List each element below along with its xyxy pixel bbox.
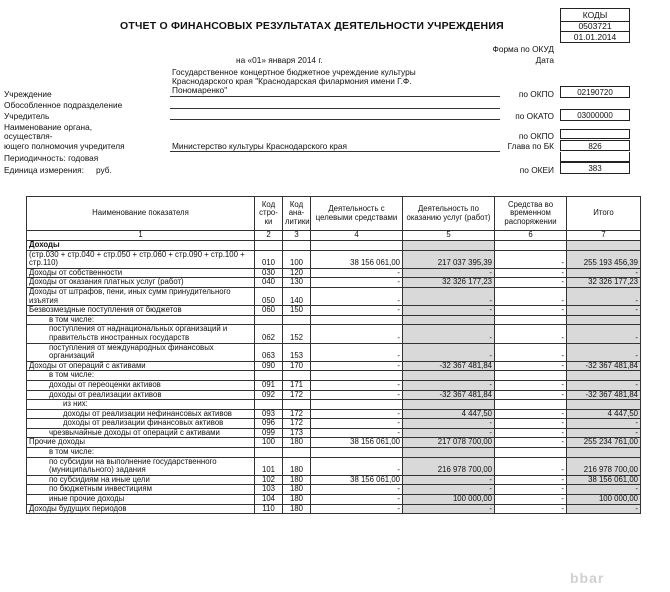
row-name: доходы от реализации активов: [27, 390, 255, 400]
row-name: в том числе:: [27, 315, 255, 325]
row-value-col5: [403, 315, 495, 325]
row-value-col6: -: [495, 457, 567, 475]
row-analytics-code: 180: [283, 457, 311, 475]
row-value-col5: -: [403, 419, 495, 429]
row-value-col4: [311, 400, 403, 410]
row-name: Прочие доходы: [27, 438, 255, 448]
row-name: по субсидиям на иные цели: [27, 475, 255, 485]
table-row: [27, 343, 641, 361]
founder-label: Учредитель: [4, 111, 50, 121]
table-row: [27, 361, 641, 371]
row-value-col6: [495, 315, 567, 325]
row-value-col7: -: [567, 268, 641, 278]
table-row: [27, 380, 641, 390]
table-row: [27, 438, 641, 448]
row-name: в том числе:: [27, 371, 255, 381]
col-header-analytics: Код ана-литики: [283, 197, 311, 231]
authority-label-line1: Наименование органа,: [4, 122, 93, 132]
row-value-col4: -: [311, 343, 403, 361]
row-value-col7: -: [567, 325, 641, 343]
row-value-col5: 217 078 700,00: [403, 438, 495, 448]
row-analytics-code: [283, 448, 311, 458]
row-line-code: 030: [255, 268, 283, 278]
row-value-col4: 38 156 061,00: [311, 438, 403, 448]
okpo2-code: [560, 129, 630, 139]
row-line-code: 040: [255, 278, 283, 288]
table-row: [27, 325, 641, 343]
row-value-col5: 216 978 700,00: [403, 457, 495, 475]
table-row: [27, 428, 641, 438]
row-value-col4: -: [311, 287, 403, 305]
row-value-col6: -: [495, 438, 567, 448]
row-line-code: 102: [255, 475, 283, 485]
table-row: [27, 457, 641, 475]
row-analytics-code: 172: [283, 409, 311, 419]
row-line-code: [255, 371, 283, 381]
row-name: поступления от международных финансовых организаций: [27, 343, 255, 361]
financial-results-table: [26, 196, 641, 514]
row-value-col5: -: [403, 475, 495, 485]
row-value-col4: -: [311, 325, 403, 343]
row-value-col6: -: [495, 504, 567, 514]
row-value-col5: -: [403, 343, 495, 361]
row-value-col6: -: [495, 268, 567, 278]
row-line-code: 010: [255, 250, 283, 268]
row-name: (стр.030 + стр.040 + стр.050 + стр.060 + стр.090 + стр.100 + стр.110): [27, 250, 255, 268]
watermark: bbar: [570, 570, 605, 586]
row-value-col6: -: [495, 278, 567, 288]
row-value-col6: -: [495, 343, 567, 361]
row-value-col7: 255 234 761,00: [567, 438, 641, 448]
row-line-code: [255, 241, 283, 251]
table-row: [27, 241, 641, 251]
row-value-col5: -: [403, 287, 495, 305]
row-analytics-code: [283, 400, 311, 410]
row-value-col6: -: [495, 475, 567, 485]
row-value-col5: -32 367 481,84: [403, 361, 495, 371]
row-value-col4: -: [311, 495, 403, 505]
row-analytics-code: 180: [283, 438, 311, 448]
table-row: [27, 400, 641, 410]
row-value-col6: -: [495, 485, 567, 495]
row-value-col6: -: [495, 325, 567, 343]
date-code: 01.01.2014: [560, 32, 630, 43]
row-name: доходы от реализации нефинансовых активов: [27, 409, 255, 419]
okpo2-label: по ОКПО: [518, 131, 554, 141]
row-value-col7: [567, 315, 641, 325]
row-line-code: 060: [255, 306, 283, 316]
glava-label: Глава по БК: [507, 141, 554, 151]
okato-label: по ОКАТО: [515, 111, 554, 121]
institution-name-line3: Пономаренко": [172, 85, 228, 95]
row-name: чрезвычайные доходы от операций с активами: [27, 428, 255, 438]
table-row: [27, 495, 641, 505]
row-value-col5: [403, 371, 495, 381]
table-row: [27, 409, 641, 419]
col-header-temporary: Средства во временном распоряжении: [495, 197, 567, 231]
row-value-col4: 38 156 061,00: [311, 250, 403, 268]
row-analytics-code: 180: [283, 504, 311, 514]
row-value-col5: -: [403, 380, 495, 390]
row-analytics-code: 173: [283, 428, 311, 438]
row-analytics-code: 172: [283, 419, 311, 429]
subdivision-underline: [170, 108, 500, 109]
col-header-name: Наименование показателя: [27, 197, 255, 231]
row-value-col4: [311, 448, 403, 458]
table-row: [27, 306, 641, 316]
okei-label: по ОКЕИ: [519, 165, 554, 175]
authority-label-line3: ющего полномочия учредителя: [4, 141, 125, 151]
row-value-col7: [567, 371, 641, 381]
row-value-col6: [495, 400, 567, 410]
col-number: 6: [495, 231, 567, 241]
row-name: Доходы от штрафов, пени, иных сумм принудительного изъятия: [27, 287, 255, 305]
col-header-total: Итого: [567, 197, 641, 231]
row-value-col7: 216 978 700,00: [567, 457, 641, 475]
unit-label: Единица измерения:: [4, 165, 84, 175]
col-number: 5: [403, 231, 495, 241]
okud-label: Форма по ОКУД: [492, 44, 554, 54]
glava-code: 826: [560, 140, 630, 151]
row-line-code: 100: [255, 438, 283, 448]
authority-label-line2: осуществля-: [4, 131, 53, 141]
col-number: 4: [311, 231, 403, 241]
row-value-col6: -: [495, 495, 567, 505]
row-line-code: 101: [255, 457, 283, 475]
row-analytics-code: 180: [283, 495, 311, 505]
row-analytics-code: 172: [283, 390, 311, 400]
row-line-code: 104: [255, 495, 283, 505]
row-value-col5: -32 367 481,84: [403, 390, 495, 400]
date-label: Дата: [535, 55, 554, 65]
row-value-col5: -: [403, 306, 495, 316]
row-value-col7: 38 156 061,00: [567, 475, 641, 485]
row-line-code: 091: [255, 380, 283, 390]
row-value-col5: 217 037 395,39: [403, 250, 495, 268]
table-row: [27, 268, 641, 278]
table-row: [27, 278, 641, 288]
row-line-code: 092: [255, 390, 283, 400]
codes-header: КОДЫ: [560, 8, 630, 22]
col-number: 3: [283, 231, 311, 241]
row-line-code: 062: [255, 325, 283, 343]
subdivision-label: Обособленное подразделение: [4, 100, 123, 110]
row-value-col6: [495, 241, 567, 251]
row-name: Доходы будущих периодов: [27, 504, 255, 514]
row-name: доходы от переоценки активов: [27, 380, 255, 390]
row-value-col5: [403, 448, 495, 458]
row-name: по бюджетным инвестициям: [27, 485, 255, 495]
row-value-col6: [495, 371, 567, 381]
okpo-label: по ОКПО: [518, 89, 554, 99]
table-row: [27, 287, 641, 305]
institution-label: Учреждение: [4, 89, 52, 99]
row-value-col5: 32 326 177,23: [403, 278, 495, 288]
row-line-code: [255, 448, 283, 458]
table-column-number-row: [27, 231, 641, 241]
row-analytics-code: 152: [283, 325, 311, 343]
row-analytics-code: 153: [283, 343, 311, 361]
table-row: [27, 419, 641, 429]
row-value-col6: -: [495, 428, 567, 438]
periodicity-code: [560, 152, 630, 162]
row-value-col6: -: [495, 361, 567, 371]
row-analytics-code: 171: [283, 380, 311, 390]
row-value-col7: [567, 241, 641, 251]
row-name: Доходы от оказания платных услуг (работ): [27, 278, 255, 288]
okato-code: 03000000: [560, 109, 630, 121]
row-value-col5: -: [403, 268, 495, 278]
row-analytics-code: 150: [283, 306, 311, 316]
row-value-col4: -: [311, 485, 403, 495]
row-name: в том числе:: [27, 448, 255, 458]
row-value-col6: -: [495, 390, 567, 400]
row-line-code: 093: [255, 409, 283, 419]
row-value-col6: -: [495, 380, 567, 390]
institution-name-line1: Государственное концертное бюджетное учреждение культуры: [172, 67, 416, 77]
col-header-services: Деятельность по оказанию услуг (работ): [403, 197, 495, 231]
row-value-col4: -: [311, 419, 403, 429]
row-name: Доходы от операций с активами: [27, 361, 255, 371]
row-value-col5: -: [403, 325, 495, 343]
row-value-col4: -: [311, 409, 403, 419]
table-header-row: [27, 197, 641, 231]
col-header-code: Код стро-ки: [255, 197, 283, 231]
unit-value: руб.: [96, 165, 112, 175]
row-value-col4: -: [311, 390, 403, 400]
row-value-col7: -: [567, 485, 641, 495]
row-value-col5: -: [403, 428, 495, 438]
row-name: поступления от наднациональных организаций и правительств иностранных государств: [27, 325, 255, 343]
authority-value: Министерство культуры Краснодарского края: [172, 141, 347, 151]
row-value-col7: -: [567, 306, 641, 316]
table-row: [27, 250, 641, 268]
row-value-col5: [403, 400, 495, 410]
row-value-col4: -: [311, 278, 403, 288]
row-value-col7: -32 367 481,84: [567, 390, 641, 400]
table-row: [27, 390, 641, 400]
report-title: ОТЧЕТ О ФИНАНСОВЫХ РЕЗУЛЬТАТАХ ДЕЯТЕЛЬНОСТИ УЧРЕЖДЕНИЯ: [120, 20, 504, 32]
col-number: 2: [255, 231, 283, 241]
row-value-col6: -: [495, 287, 567, 305]
row-value-col7: -: [567, 428, 641, 438]
row-analytics-code: 180: [283, 485, 311, 495]
row-value-col5: 4 447,50: [403, 409, 495, 419]
row-value-col7: 100 000,00: [567, 495, 641, 505]
row-analytics-code: 180: [283, 475, 311, 485]
row-value-col6: -: [495, 306, 567, 316]
row-name: Доходы от собственности: [27, 268, 255, 278]
okpo-code: 02190720: [560, 86, 630, 98]
row-value-col4: 38 156 061,00: [311, 475, 403, 485]
row-value-col5: -: [403, 504, 495, 514]
row-line-code: 099: [255, 428, 283, 438]
row-value-col7: -: [567, 343, 641, 361]
row-value-col4: -: [311, 268, 403, 278]
row-value-col6: -: [495, 409, 567, 419]
okei-code: 383: [560, 162, 630, 174]
row-analytics-code: [283, 315, 311, 325]
col-number: 7: [567, 231, 641, 241]
row-value-col7: -32 367 481,84: [567, 361, 641, 371]
row-analytics-code: 140: [283, 287, 311, 305]
row-value-col7: 255 193 456,39: [567, 250, 641, 268]
row-value-col4: -: [311, 361, 403, 371]
row-value-col5: [403, 241, 495, 251]
row-value-col7: -: [567, 287, 641, 305]
row-line-code: 090: [255, 361, 283, 371]
row-value-col7: -: [567, 419, 641, 429]
col-number: 1: [27, 231, 255, 241]
row-value-col7: [567, 400, 641, 410]
row-value-col6: -: [495, 419, 567, 429]
row-line-code: 110: [255, 504, 283, 514]
row-value-col7: -: [567, 504, 641, 514]
row-name: Безвозмездные поступления от бюджетов: [27, 306, 255, 316]
row-value-col7: -: [567, 380, 641, 390]
table-row: [27, 475, 641, 485]
row-line-code: [255, 400, 283, 410]
table-row: [27, 315, 641, 325]
row-name: иные прочие доходы: [27, 495, 255, 505]
institution-name-line2: Краснодарского края "Краснодарская филармония имени Г.Ф.: [172, 76, 412, 86]
row-line-code: 096: [255, 419, 283, 429]
table-row: [27, 485, 641, 495]
row-analytics-code: 170: [283, 361, 311, 371]
row-analytics-code: [283, 371, 311, 381]
row-value-col4: [311, 241, 403, 251]
authority-underline: [170, 151, 500, 152]
row-name: по субсидии на выполнение государственного (муниципального) задания: [27, 457, 255, 475]
row-value-col6: -: [495, 250, 567, 268]
row-value-col4: -: [311, 428, 403, 438]
row-line-code: 103: [255, 485, 283, 495]
table-body: [27, 241, 641, 514]
col-header-target: Деятельность с целевыми средствами: [311, 197, 403, 231]
row-value-col7: [567, 448, 641, 458]
row-name: доходы от реализации финансовых активов: [27, 419, 255, 429]
row-name: из них:: [27, 400, 255, 410]
row-line-code: 050: [255, 287, 283, 305]
row-value-col4: -: [311, 306, 403, 316]
row-analytics-code: 120: [283, 268, 311, 278]
row-value-col7: 32 326 177,23: [567, 278, 641, 288]
row-value-col7: 4 447,50: [567, 409, 641, 419]
row-analytics-code: 100: [283, 250, 311, 268]
periodicity-label: Периодичность: годовая: [4, 153, 99, 163]
row-value-col5: -: [403, 485, 495, 495]
row-analytics-code: [283, 241, 311, 251]
row-value-col4: [311, 371, 403, 381]
table-row: [27, 504, 641, 514]
row-value-col4: -: [311, 380, 403, 390]
table-row: [27, 371, 641, 381]
okud-code: 0503721: [560, 21, 630, 32]
report-date-line: на «01» января 2014 г.: [236, 55, 323, 65]
row-line-code: [255, 315, 283, 325]
row-line-code: 063: [255, 343, 283, 361]
row-value-col4: -: [311, 504, 403, 514]
row-name: Доходы: [27, 241, 255, 251]
row-value-col5: 100 000,00: [403, 495, 495, 505]
table-row: [27, 448, 641, 458]
row-analytics-code: 130: [283, 278, 311, 288]
row-value-col4: [311, 315, 403, 325]
row-value-col4: -: [311, 457, 403, 475]
row-value-col6: [495, 448, 567, 458]
